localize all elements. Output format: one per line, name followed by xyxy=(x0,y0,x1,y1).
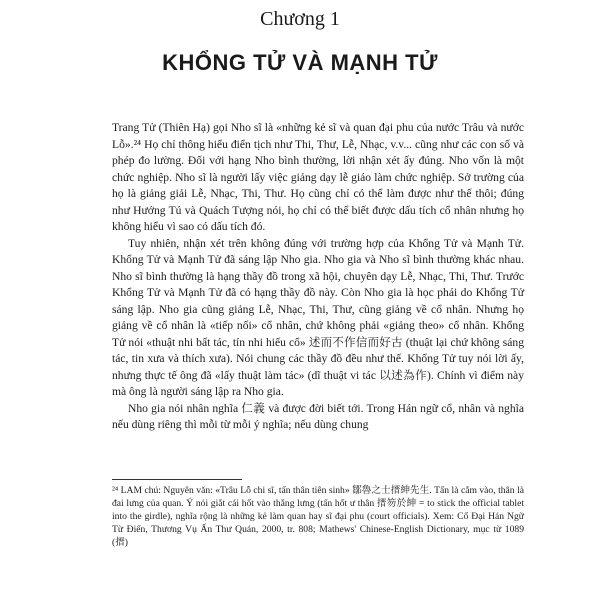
chapter-heading: Chương 1 xyxy=(260,8,340,30)
footnote-divider xyxy=(112,479,242,480)
body-text xyxy=(112,120,524,434)
paragraph: Nho gia nói nhân nghĩa 仁義 và được đời biết tới. Trong Hán ngữ cổ, nhân và nghĩa nếu dùng riêng thì mỗi từ mỗi ý nghĩa; nếu dùng chung xyxy=(112,401,524,431)
chapter-title: KHỔNG TỬ VÀ MẠNH TỬ xyxy=(162,50,438,75)
paragraph: Trang Tử (Thiên Hạ) gọi Nho sĩ là «những kẻ sĩ và quan đại phu của nước Trâu và nước Lỗ».²⁴ Họ chỉ thông hiểu điển tịch như Thi, Thư, Lễ, Nhạc, v.v... cũng như các con số và phép đo lường. Đối với hạng Nho bình thường, lời nhận xét ấy đúng. Nho vốn là một chức nghiệp. Nho sĩ là người lấy việc giảng dạy lễ giáo làm chức nghiệp. Sở trường của họ là giảng giải Lễ, Nhạc, Thi, Thư. Họ cũng chỉ có thể làm được như thế thôi; đúng như Hướng Tú và Quách Tượng nói, họ chỉ có thể biết được dấu tích cổ nhân nhưng họ không hiểu vì sao có dấu tích đó. xyxy=(112,121,524,233)
footnote xyxy=(112,484,524,549)
paragraph: Tuy nhiên, nhận xét trên không đúng với trường hợp của Khổng Tử và Mạnh Tử. Khổng Tử và Mạnh Tử đã sáng lập Nho gia. Nho gia và Nho sĩ bình thường khác nhau. Nho sĩ bình thường là hạng thầy đồ trong xã hội, chuyên dạy Lễ, Nhạc, Thi, Thư. Trước Khổng Tử và Mạnh Tử đã có hạng thầy đồ này. Còn Nho gia là học phái do Khổng Tử sáng lập. Nho gia cũng giảng Lễ, Nhạc, Thi, Thư, cũng giảng về cổ nhân. Nhưng họ giảng về cổ nhân là «tiếp nối» cổ nhân, chứ không phải «giảng theo» cổ nhân. Khổng Tử nói «thuật nhi bất tác, tín nhi hiếu cổ» 述而不作信而好古 (thuật lại chứ không sáng tác, tin xưa và thích xưa). Nói chung các thầy đồ đều như thế. Khổng Tử tuy nói lời ấy, nhưng thực tế ông đã «lấy thuật làm tác» (dĩ thuật vi tác 以述為作). Chính vì điểm này mà ông là người sáng lập ra Nho gia. xyxy=(112,236,524,398)
footnote-text: ²⁴ LAM chú: Nguyên văn: «Trâu Lỗ chi sĩ, tấn thân tiên sinh» 鄒魯之士搢紳先生. Tấn là cắm vào, thân là đai lưng của quan. Ý nói giắt cái hốt vào thắng lưng (tấn hốt ư thân 搢笏於紳 = to stick the official tablet into the girdle), nghĩa rộng là những kẻ làm quan hay sĩ đại phu (court officials). Xem: Cổ Đại Hán Ngữ Từ Điển, Thương Vụ Ấn Thư Quán, 2000, tr. 808; Mathews' Chinese-English Dictionary, mục từ 1089 (搢) xyxy=(112,485,524,548)
